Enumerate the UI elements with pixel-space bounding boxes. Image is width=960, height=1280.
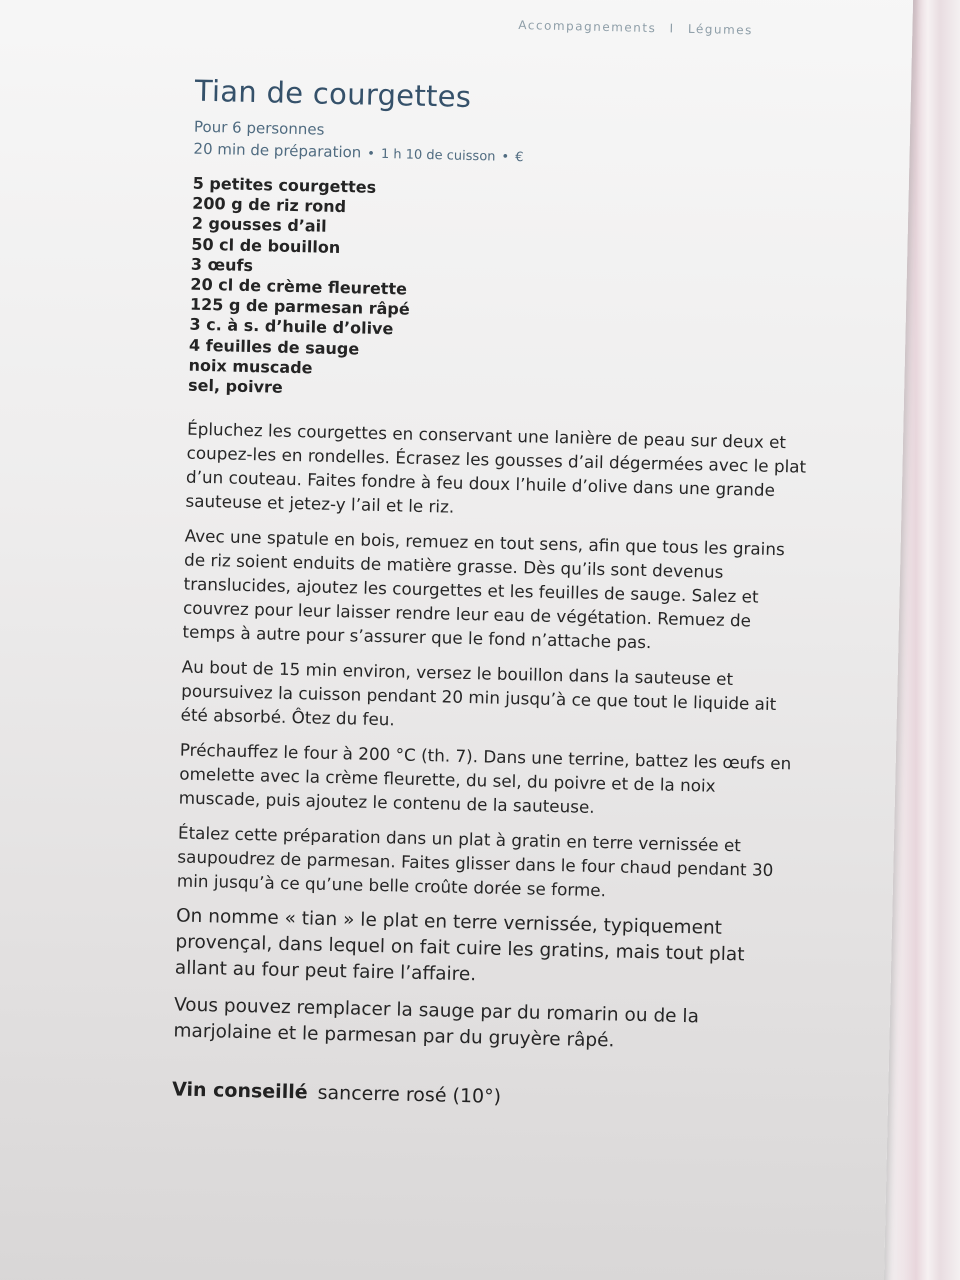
tip-paragraph: Vous pouvez remplacer la sauge par du romarin ou de la marjolaine et le parmesan par du gruyère râpé. — [173, 994, 700, 1052]
ingredient-item: 4 feuilles de sauge — [188, 335, 360, 359]
running-head-subsection: Légumes — [687, 21, 754, 38]
instruction-paragraph: Au bout de 15 min environ, versez le bouillon dans la sauteuse et poursuivez la cuisson pendant 20 min jusqu’à ce que tout le liquide ait été absorbé. Ôtez du feu. — [180, 656, 777, 730]
ingredient-item: 2 gousses d’ail — [191, 214, 327, 237]
recipe-title: Tian de courgettes — [194, 73, 472, 114]
cook-time: 1 h 10 de cuisson — [380, 146, 496, 165]
ingredient-item: 200 g de riz rond — [192, 193, 347, 217]
ingredient-item: sel, poivre — [187, 375, 283, 397]
prep-time: 20 min de préparation — [193, 139, 362, 162]
instruction-paragraph: Étalez cette préparation dans un plat à gratin en terre vernissée et saupoudrez de parmesan. Faites glisser dans le four chaud pendant 30 min jusqu’à ce qu’une belle croûte dorée se forme. — [176, 822, 774, 901]
meta-bullet: • — [501, 149, 510, 165]
ingredient-item: 3 œufs — [190, 254, 254, 275]
ingredient-item: noix muscade — [188, 355, 313, 378]
instruction-paragraph: Avec une spatule en bois, remuez en tout sens, afin que tous les grains de riz soient enduits de matière grasse. Dès qu’ils sont devenus translucides, ajoutez les courgettes et les feuilles de sauge. Salez et couvrez pour leur laisser rendre leur eau de végétation. Remuez de temps à autre pour s’assurer que le fond n’attache pas. — [182, 525, 785, 653]
wine-label: Vin conseillé — [171, 1078, 308, 1104]
instruction-paragraph: Épluchez les courgettes en conservant une lanière de peau sur deux et coupez-les en rondelles. Écrasez les gousses d’ail dégermées avec le plat d’un couteau. Faites fondre à feu doux l’huile d’olive dans une grande sauteuse et jetez-y l’ail et le riz. — [185, 418, 807, 517]
instructions — [173, 417, 807, 1059]
meta-bullet: • — [367, 146, 376, 162]
ingredient-item: 20 cl de crème fleurette — [190, 274, 408, 299]
wine-pairing — [172, 1079, 792, 1115]
ingredient-list — [188, 174, 813, 410]
ingredient-item: 125 g de parmesan râpé — [189, 294, 410, 319]
running-head-section: Accompagnements — [518, 18, 657, 36]
tip-paragraph: On nomme « tian » le plat en terre vernissée, typiquement provençal, dans lequel on fait cuire les gratins, mais tout plat allant au four peut faire l’affaire. — [174, 905, 745, 986]
ingredient-item: 5 petites courgettes — [192, 173, 377, 197]
cost-indicator: € — [514, 149, 524, 166]
recipe-servings: Pour 6 personnes — [193, 117, 325, 139]
ingredient-item: 3 c. à s. d’huile d’olive — [189, 315, 394, 339]
running-head — [518, 18, 753, 37]
recipe — [172, 74, 815, 1115]
instruction-paragraph: Préchauffez le four à 200 °C (th. 7). Dans une terrine, battez les œufs en omelette avec la crème fleurette, du sel, du poivre et de la noix muscade, puis ajoutez le contenu de la sauteuse. — [178, 739, 792, 818]
wine-value: sancerre rosé (10°) — [317, 1081, 502, 1109]
running-head-separator: I — [669, 21, 675, 36]
ingredient-item: 50 cl de bouillon — [191, 234, 341, 257]
